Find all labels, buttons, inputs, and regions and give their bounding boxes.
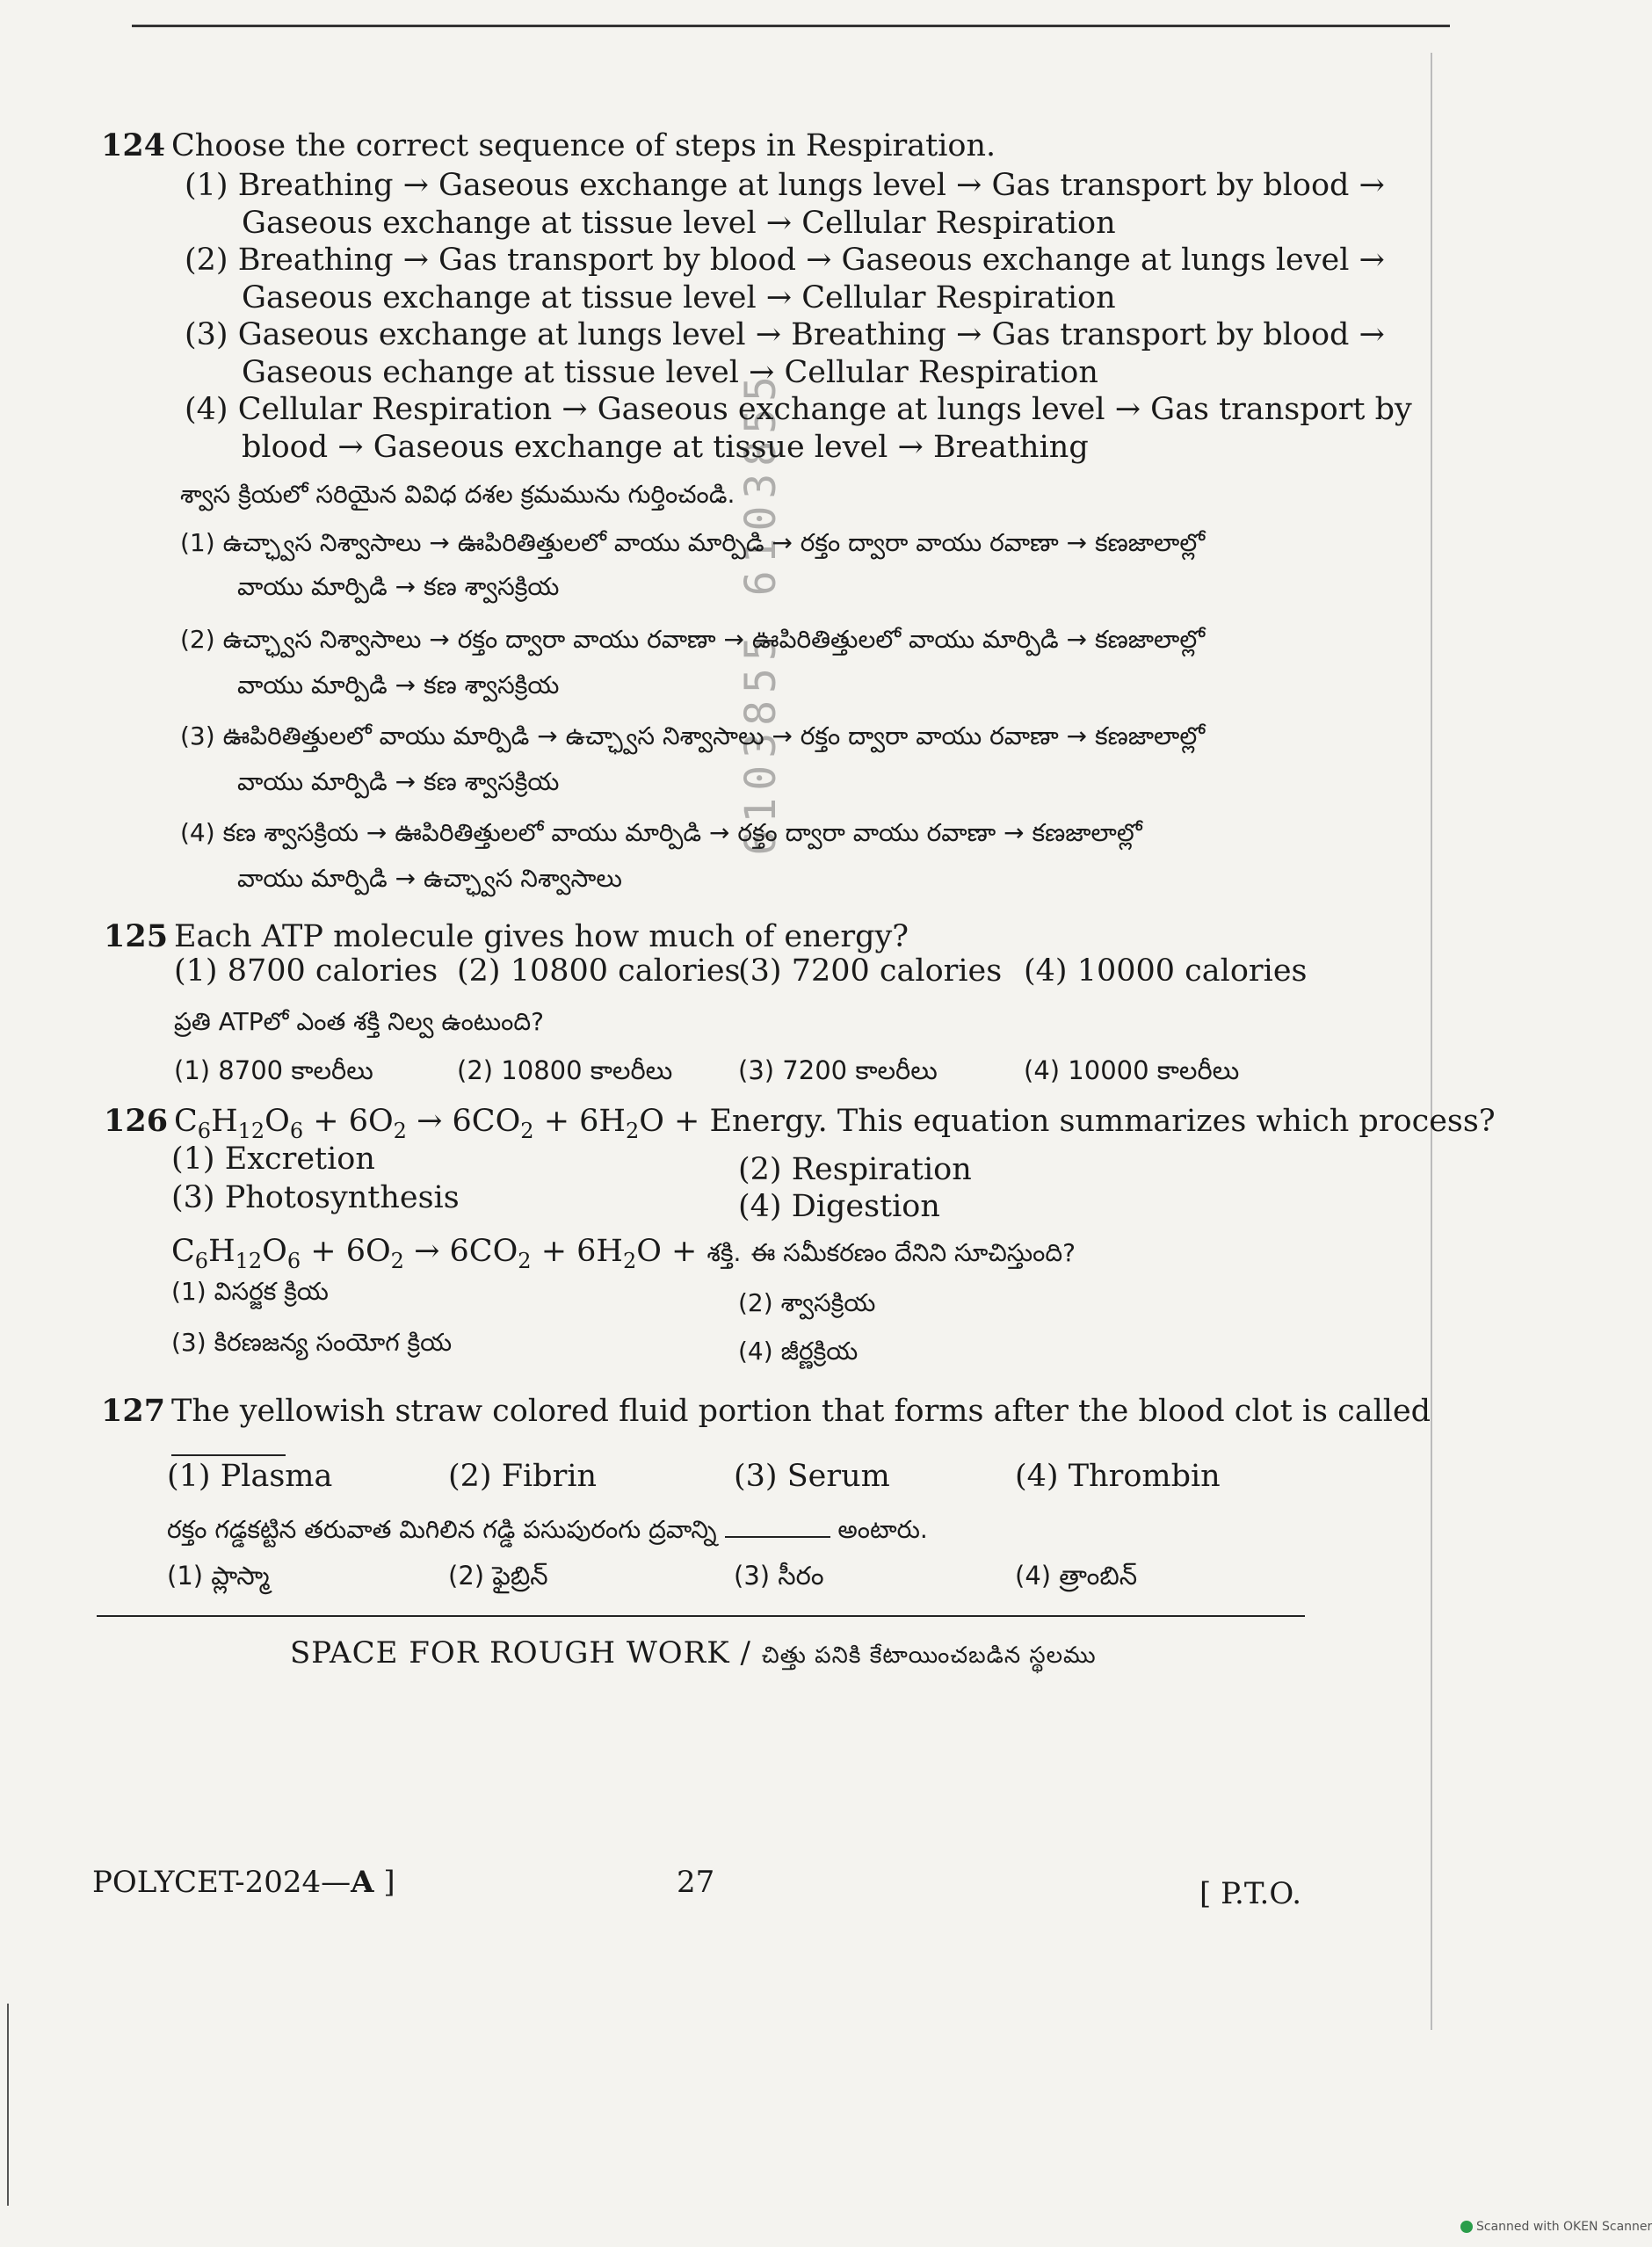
q127-option-4: (4) Thrombin	[1015, 1459, 1221, 1494]
question-127	[101, 1393, 1431, 1430]
rough-work-en: SPACE FOR ROUGH WORK /	[290, 1635, 751, 1671]
rough-work-te: చిత్తు పనికి కేటాయించబడిన స్థలము	[761, 1642, 1097, 1669]
energy-label-te: శక్తి.	[706, 1238, 742, 1267]
q124-te-option-3-line1: (3) ఊపిరితిత్తులలో వాయు మార్పిడి → ఉచ్ఛ్వాస నిశ్వాసాలు → రక్తం ద్వారా వాయు రవాణా → కణజాలాల్లో	[180, 721, 1206, 750]
scanner-logo-icon	[1460, 2221, 1473, 2233]
question-number: 126	[104, 1103, 169, 1139]
q124-telugu-text: శ్వాస క్రియలో సరియైన వివిధ దశల క్రమమును గుర్తించండి.	[180, 480, 735, 509]
q126-te-option-1: (1) విసర్జక క్రియ	[171, 1277, 329, 1306]
q124-te-option-1-line2: వాయు మార్పిడి → కణ శ్వాసక్రియ	[237, 572, 560, 601]
q126-telugu-text: ఈ సమీకరణం దేనిని సూచిస్తుంది?	[750, 1238, 1076, 1267]
right-border	[1431, 53, 1432, 2030]
q124-option-2-line2: Gaseous exchange at tissue level → Cellular Respiration	[242, 280, 1116, 315]
question-text: Choose the correct sequence of steps in Respiration.	[171, 128, 996, 163]
q127-te-option-2: (2) ఫైబ్రిన్	[448, 1561, 548, 1591]
q125-option-3: (3) 7200 calories	[738, 953, 1003, 989]
q125-te-option-3: (3) 7200 కాలరీలు	[738, 1055, 938, 1085]
q126-te-option-4: (4) జీర్ణక్రియ	[738, 1337, 859, 1366]
question-number: 127	[101, 1393, 166, 1429]
q126-option-1: (1) Excretion	[171, 1142, 375, 1177]
question-number: 124	[101, 127, 166, 163]
q127-te-post: అంటారు.	[837, 1515, 928, 1544]
q125-te-option-1: (1) 8700 కాలరీలు	[174, 1055, 373, 1085]
question-125	[104, 918, 909, 955]
question-124	[101, 127, 996, 164]
q127-te-option-1: (1) ప్లాస్మా	[167, 1561, 270, 1591]
q127-option-1: (1) Plasma	[167, 1459, 333, 1494]
page-number: 27	[677, 1865, 715, 1900]
q124-te-option-4-line2: వాయు మార్పిడి → ఉచ్ఛ్వాస నిశ్వాసాలు	[237, 864, 622, 893]
q125-te-option-4: (4) 10000 కాలరీలు	[1024, 1055, 1240, 1085]
q124-option-3-line1: (3) Gaseous exchange at lungs level → Breathing → Gas transport by blood →	[185, 317, 1385, 352]
q126-option-3: (3) Photosynthesis	[171, 1180, 460, 1215]
question-text: This equation summarizes which process?	[837, 1104, 1496, 1139]
q124-te-option-2-line2: వాయు మార్పిడి → కణ శ్వాసక్రియ	[237, 670, 560, 699]
scanner-watermark: Scanned with OKEN Scanner	[1460, 2220, 1652, 2234]
q124-te-option-1-line1: (1) ఉచ్ఛ్వాస నిశ్వాసాలు → ఊపిరితిత్తులలో వాయు మార్పిడి → రక్తం ద్వారా వాయు రవాణా → కణజాలాల్లో	[180, 528, 1206, 557]
q127-option-3: (3) Serum	[734, 1459, 890, 1494]
equation: $C_6H_{12}O_6 + 6O_2 \to 6CO_2 + 6H_2O$ + Energy.	[174, 1104, 828, 1143]
q124-option-3-line2: Gaseous echange at tissue level → Cellular Respiration	[242, 355, 1098, 390]
q127-telugu-text	[167, 1505, 928, 1555]
q127-te-pre: రక్తం గడ్డకట్టిన తరువాత మిగిలిన గడ్డి పసుపురంగు ద్రవాన్ని	[167, 1515, 717, 1544]
q127-option-2: (2) Fibrin	[448, 1459, 598, 1494]
energy-label: Energy.	[709, 1104, 828, 1139]
q126-te-option-3: (3) కిరణజన్య సంయోగ క్రియ	[171, 1328, 453, 1357]
q124-option-4-line2: blood → Gaseous exchange at tissue level → Breathing	[242, 430, 1089, 465]
serial-stamp: 6103855 6103855	[736, 369, 786, 856]
q126-te-option-2: (2) శ్వాసక్రియ	[738, 1288, 876, 1317]
q125-te-option-2: (2) 10800 కాలరీలు	[457, 1055, 673, 1085]
top-border	[132, 25, 1450, 27]
q127-te-option-4: (4) త్రాంబిన్	[1015, 1561, 1138, 1591]
q124-te-option-2-line1: (2) ఉచ్ఛ్వాస నిశ్వాసాలు → రక్తం ద్వారా వాయు రవాణా → ఊపిరితిత్తులలో వాయు మార్పిడి → కణజాలాల్లో	[180, 625, 1206, 654]
q124-option-4-line1: (4) Cellular Respiration → Gaseous exchange at lungs level → Gas transport by	[185, 392, 1412, 427]
set-code: A	[351, 1865, 374, 1900]
rough-work-heading	[290, 1631, 1097, 1680]
exam-code: POLYCET-2024—A ]	[92, 1865, 395, 1900]
pto-label: [ P.T.O.	[1199, 1876, 1302, 1911]
left-edge-mark	[7, 2004, 9, 2206]
q125-telugu-text: ప్రతి ATPలో ఎంత శక్తి నిల్వ ఉంటుంది?	[174, 1007, 544, 1036]
q127-te-option-3: (3) సీరం	[734, 1561, 824, 1591]
question-text: The yellowish straw colored fluid portion that forms after the blood clot is called	[171, 1394, 1431, 1429]
q126-option-2: (2) Respiration	[738, 1152, 972, 1187]
q124-option-1-line2: Gaseous exchange at tissue level → Cellular Respiration	[242, 206, 1116, 241]
q125-option-2: (2) 10800 calories	[457, 953, 741, 989]
q126-option-4: (4) Digestion	[738, 1189, 940, 1224]
question-text: Each ATP molecule gives how much of energy?	[174, 919, 909, 954]
q124-te-option-4-line1: (4) కణ శ్వాసక్రియ → ఊపిరితిత్తులలో వాయు మార్పిడి → రక్తం ద్వారా వాయు రవాణా → కణజాలాల్లో	[180, 818, 1142, 847]
q125-option-4: (4) 10000 calories	[1024, 953, 1308, 989]
question-number: 125	[104, 918, 169, 954]
divider	[97, 1615, 1305, 1617]
q124-te-option-3-line2: వాయు మార్పిడి → కణ శ్వాసక్రియ	[237, 767, 560, 796]
q125-option-1: (1) 8700 calories	[174, 953, 438, 989]
q124-option-2-line1: (2) Breathing → Gas transport by blood → Gaseous exchange at lungs level →	[185, 243, 1385, 278]
q126-telugu-equation: $C_6H_{12}O_6 + 6O_2 \to 6CO_2 + 6H_2O$ + శక్తి. ఈ సమీకరణం దేనిని సూచిస్తుంది?	[171, 1234, 1076, 1273]
q124-option-1-line1: (1) Breathing → Gaseous exchange at lungs level → Gas transport by blood →	[185, 168, 1385, 203]
